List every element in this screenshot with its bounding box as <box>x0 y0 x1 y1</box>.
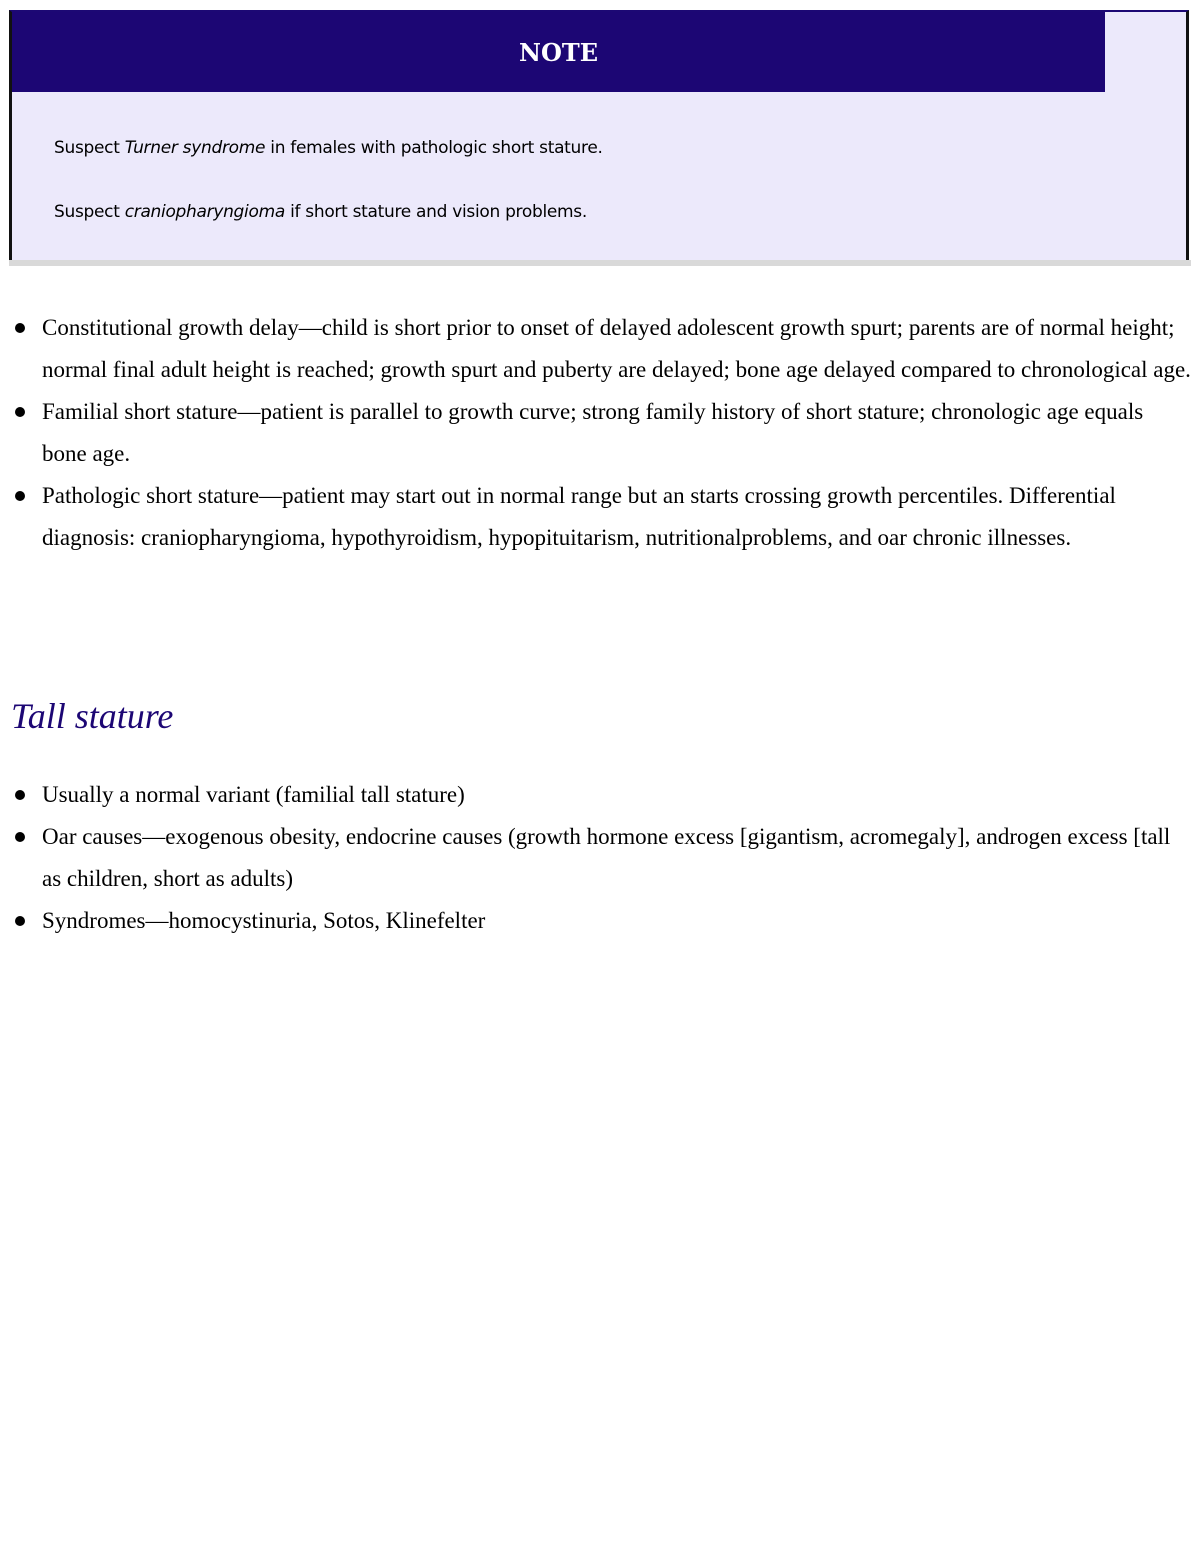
note-line-emphasis: Turner syndrome <box>124 138 266 158</box>
note-line-text: Suspect <box>54 138 125 158</box>
note-line-emphasis: craniopharyngioma <box>124 202 285 222</box>
note-title: NOTE <box>519 37 598 67</box>
section-heading-tall-stature: Tall stature <box>11 696 174 736</box>
note-line-text: if short stature and vision problems. <box>284 202 587 222</box>
note-line <box>54 138 603 158</box>
short-stature-list <box>0 307 1200 559</box>
list-item: Familial short stature—patient is parallel to growth curve; strong family history of short stature; chronologic age equals bone age. <box>0 391 1200 475</box>
list-item: Pathologic short stature—patient may start out in normal range but an starts crossing growth percentiles. Differential diagnosis: craniopharyngioma, hypothyroidism, hypopituitarism, nutritionalproblems, and oar chronic illnesses. <box>0 475 1200 559</box>
list-item: Syndromes—homocystinuria, Sotos, Klinefelter <box>0 900 1200 942</box>
list-item: Oar causes—exogenous obesity, endocrine causes (growth hormone excess [gigantism, acromegaly], androgen excess [tall as children, short as adults) <box>0 816 1200 900</box>
note-box <box>9 10 1189 262</box>
note-line-text: Suspect <box>54 202 125 222</box>
note-shadow <box>9 260 1191 266</box>
list-item: Constitutional growth delay—child is short prior to onset of delayed adolescent growth spurt; parents are of normal height; normal final adult height is reached; growth spurt and puberty are delayed; bone age delayed compared to chronological age. <box>0 307 1200 391</box>
note-header <box>12 12 1105 92</box>
note-line <box>54 202 587 222</box>
tall-stature-list <box>0 774 1200 942</box>
list-item: Usually a normal variant (familial tall stature) <box>0 774 1200 816</box>
note-line-text: in females with pathologic short stature. <box>265 138 603 158</box>
